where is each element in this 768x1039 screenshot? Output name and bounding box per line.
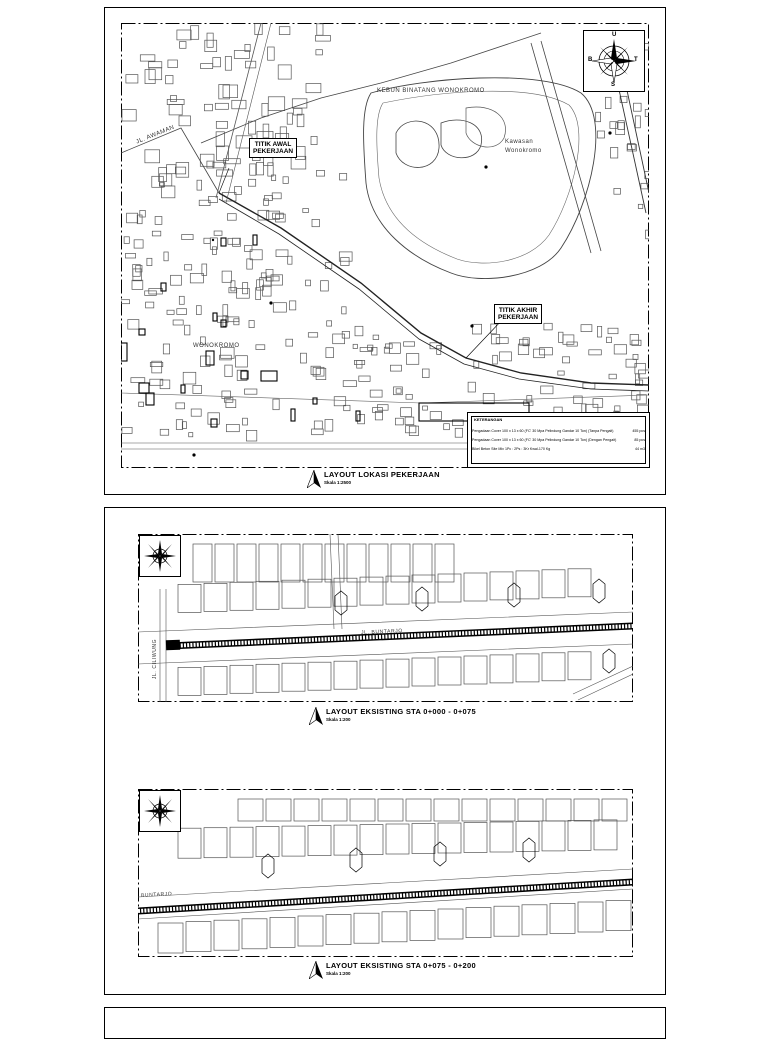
- panel1-road-name: JL. BUNTARJO: [360, 628, 403, 636]
- compass-west: B: [588, 57, 593, 63]
- panel2-scale: Skala 1:200: [326, 971, 351, 976]
- existing-map-2: [138, 789, 633, 957]
- sheet-existing-layout: [104, 507, 666, 995]
- sheet-next: [104, 1007, 666, 1039]
- panel1-side-road: JL. CILIWUNG: [152, 638, 159, 680]
- existing-panel-1: [138, 534, 633, 702]
- north-arrow-icon: [309, 707, 323, 725]
- sheet-location-layout: [104, 7, 666, 495]
- compass-east: T: [634, 57, 638, 63]
- label-kebun-binatang: KEBUN BINATANG WONOKROMO: [377, 88, 485, 94]
- legend-row: Pengadaan Cover 100 x 13 x 60 (FC' 30 Mpa Pelindung Gandar 10 Ton) (Tanpa Pengait) 455 pcs: [472, 429, 645, 433]
- label-jl-awaman: JL. AWAMAN: [135, 124, 176, 146]
- legend-row: Pengadaan Cover 100 x 13 x 60 (FC' 30 Mpa Pelindung Gandar 10 Ton) (Dengan Pengait) 85 pcs: [472, 438, 645, 442]
- existing-map-1: [138, 534, 633, 702]
- panel2-title-text: LAYOUT EKSISTING STA 0+075 - 0+200: [326, 961, 476, 970]
- panel1-scale: Skala 1:200: [326, 717, 351, 722]
- compass-rose-icon: [140, 536, 180, 576]
- end-point-label: TITIK AKHIR PEKERJAAN: [494, 304, 542, 324]
- legend-box: [467, 412, 650, 468]
- north-arrow-icon: [307, 470, 321, 488]
- legend-row: Bikel Beton Site Mix 1Pc : 2Ps : 3Kr Kwal-170 Kg 44 m3: [472, 447, 645, 451]
- panel2-road-name: BUNTARJO: [140, 891, 173, 899]
- sheet1-title: [307, 470, 440, 488]
- panel2-title: [309, 961, 476, 979]
- panel1-compass: [139, 535, 181, 577]
- compass-north: U: [612, 32, 617, 38]
- label-kawasan: Kawasan: [505, 139, 534, 145]
- existing-panel-2: [138, 789, 633, 957]
- north-compass: [583, 30, 645, 92]
- label-wonokromo: WONOKROMO: [193, 343, 240, 349]
- compass-rose-icon: [140, 791, 180, 831]
- start-point-label: TITIK AWAL PEKERJAAN: [249, 138, 297, 158]
- panel1-title: [309, 707, 476, 725]
- sheet1-scale: Skala 1:2500: [324, 480, 352, 485]
- north-arrow-icon: [309, 961, 323, 979]
- label-kawasan-sub: Wonokromo: [505, 148, 542, 154]
- legend-title: KETERANGAN: [474, 417, 503, 422]
- sheet1-title-text: LAYOUT LOKASI PEKERJAAN: [324, 470, 440, 479]
- panel1-title-text: LAYOUT EKSISTING STA 0+000 - 0+075: [326, 707, 476, 716]
- compass-south: S: [611, 82, 616, 88]
- panel2-compass: [139, 790, 181, 832]
